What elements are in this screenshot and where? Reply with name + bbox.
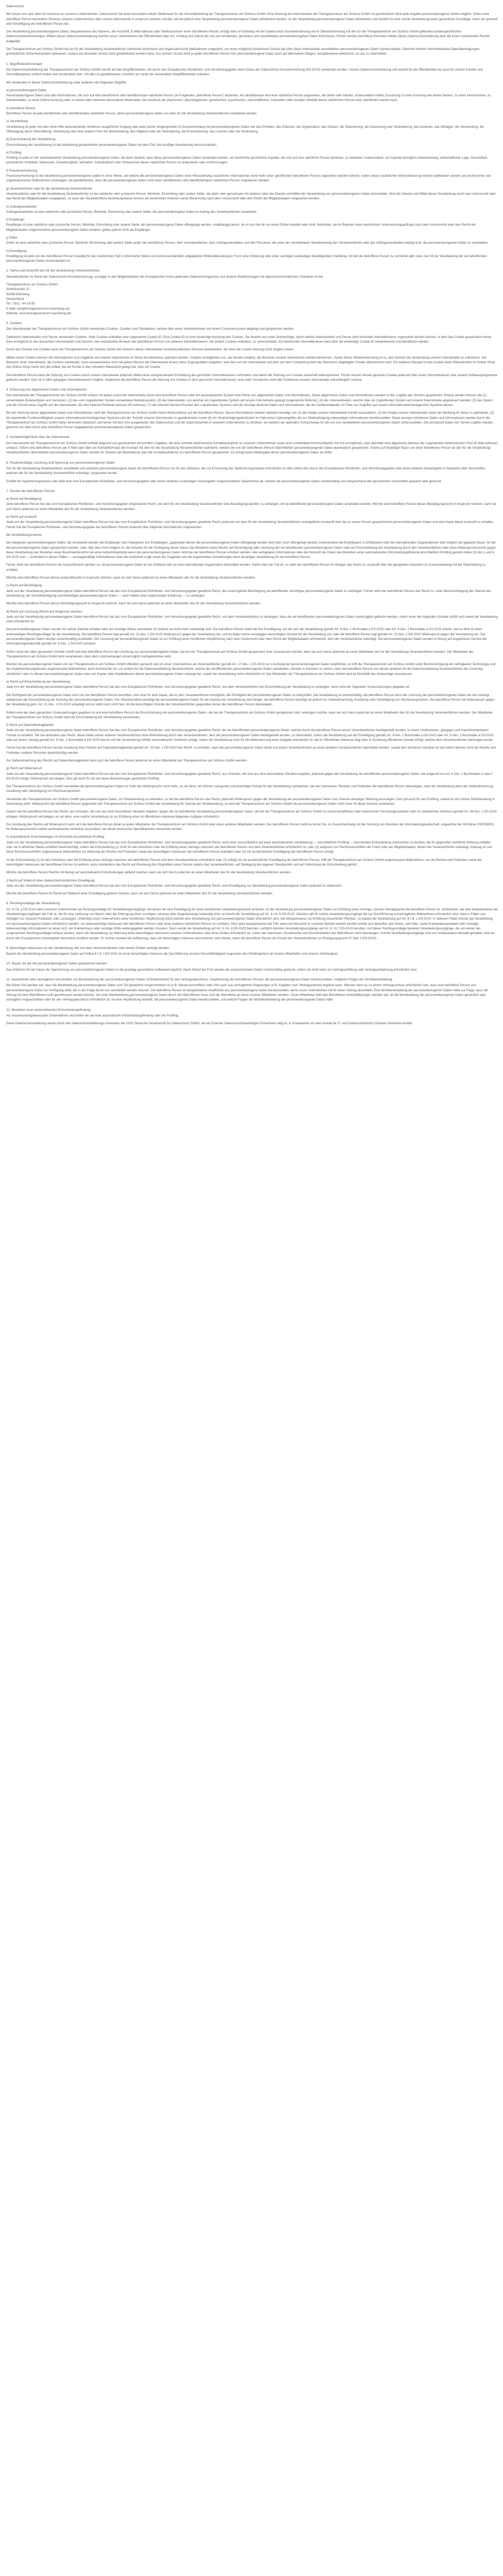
paragraph: Bei der Nutzung dieser allgemeinen Daten und Informationen zieht die Therapiezentrum am Schloss GmbH keine Rückschlüsse auf die betroffene Person. Diese Informationen werden vielmehr benötigt, um (1) die Inhalte unserer Internetseite korrekt auszuliefern, (2) die Inhalte unserer Internetseite sowie die Werbung für diese zu optimieren, (3) die dauerhafte Funktionsfähigkeit unserer informationstechnologischen Systeme und der Technik unserer Internetseite zu gewährleisten sowie (4) um Strafverfolgungsbehörden im Falle eines Cyberangriffes die zur Strafverfolgung notwendigen Informationen bereitzustellen. Diese anonym erhobenen Daten und Informationen werden durch die Therapiezentrum am Schloss GmbH daher einerseits statistisch und ferner mit dem Ziel ausgewertet, den Datenschutz und die Datensicherheit in unserem Unternehmen zu erhöhen, um letztlich ein optimales Schutzniveau für die von uns verarbeiteten personenbezogenen Daten sicherzustellen. Die anonymen Daten der Server-Logfiles werden getrennt von allen durch eine betroffene Person angegebenen personenbezogenen Daten gespeichert. bbox=[6, 411, 494, 430]
subsection-heading: c) Recht auf Berichtigung bbox=[6, 584, 42, 588]
section-heading: 11. Gesetzliche oder vertragliche Vorschriften zur Bereitstellung der personenbezogenen Daten; Erforderlichkeit für den Vertragsabschluss; Verpflichtung der betroffenen Person, die personenbezogenen Daten bereitzustellen; mögliche Folgen der Nichtbereitstellung bbox=[6, 978, 392, 982]
subsection-heading: f) Recht auf Datenübertragbarkeit bbox=[6, 723, 54, 727]
paragraph: Die Datenschutzerklärung der Therapiezentrum am Schloss GmbH beruht auf den Begrifflichkeiten, die durch den Europäischen Richtlinien- und Verordnungsgeber beim Erlass der Datenschutz-Grundverordnung (DS-GVO) verwendet wurden. Unsere Datenschutzerklärung soll sowohl für die Öffentlichkeit als auch für unsere Kunden und Geschäftspartner einfach lesbar und verständlich sein. Um dies zu gewährleisten, möchten wir vorab die verwendeten Begrifflichkeiten erläutern. bbox=[6, 67, 483, 77]
paragraph: Jede von der Verarbeitung personenbezogener Daten betroffene Person hat das vom Europäischen Richtlinien- und Verordnungsgeber gewährte Recht, aus Gründen, die sich aus ihrer besonderen Situation ergeben, jederzeit gegen die Verarbeitung sie betreffender personenbezogener Daten, die aufgrund von Art. 6 Abs. 1 Buchstaben e oder f DS-GVO erfolgt, Widerspruch einzulegen. Dies gilt auch für ein auf diese Bestimmungen gestütztes Profiling. bbox=[6, 772, 493, 781]
paragraph: Dritter ist eine natürliche oder juristische Person, Behörde, Einrichtung oder andere Stelle außer der betroffenen Person, dem Verantwortlichen, dem Auftragsverarbeiter und den Personen, die unter der unmittelbaren Verantwortung des Verantwortlichen oder des Auftragsverarbeiters befugt sind, die personenbezogenen Daten zu verarbeiten. bbox=[6, 241, 489, 245]
paragraph: Ist die Entscheidung (1) für den Abschluss oder die Erfüllung eines Vertrags zwischen der betroffenen Person und dem Verantwortlichen erforderlich oder (2) erfolgt sie mit ausdrücklicher Einwilligung der betroffenen Person, trifft die Therapiezentrum am Schloss GmbH angemessene Maßnahmen, um die Rechte und Freiheiten sowie die berechtigten Interessen der betroffenen Person zu wahren, wozu mindestens das Recht auf Erwirkung des Eingreifens einer Person seitens des Verantwortlichen, auf Darlegung des eigenen Standpunkts und auf Anfechtung der Entscheidung gehört. bbox=[6, 858, 482, 867]
controller-address: Therapiezentrum am Schloss GmbH Schloßstraße 22 90459 Nürnberg Deutschland Tel.: 0911 / 44 29 55 E-Mail: info@therapiezentrum-nuernberg.net Website: www.therapiezentrum-nuernberg.net bbox=[6, 283, 71, 315]
paragraph: Die Richtigkeit der personenbezogenen Daten wird von der betroffenen Person bestritten, und zwar für eine Dauer, die es dem Verantwortlichen ermöglicht, die Richtigkeit der personenbezogenen Daten zu überprüfen. Die Verarbeitung ist unrechtmäßig, die betroffene Person lehnt die Löschung der personenbezogenen Daten ab und verlangt stattdessen die Einschränkung der Nutzung der personenbezogenen Daten. Der Verantwortliche benötigt die personenbezogenen Daten für die Zwecke der Verarbeitung nicht länger, die betroffene Person benötigt sie jedoch zur Geltendmachung, Ausübung oder Verteidigung von Rechtsansprüchen. Die betroffene Person hat Widerspruch gegen die Verarbeitung gem. Art. 21 Abs. 1 DS-GVO eingelegt und es steht noch nicht fest, ob die berechtigten Gründe des Verantwortlichen gegenüber denen der betroffenen Person überwiegen. bbox=[6, 693, 495, 707]
section-heading: 3. Cookies bbox=[6, 321, 22, 326]
paragraph: Jede von der Verarbeitung personenbezogener Daten betroffene Person hat das vom Europäischen Richtlinien- und Verordnungsgeber gewährte Recht, die unverzügliche Berichtigung sie betreffender unrichtiger personenbezogener Daten zu verlangen. Ferner steht der betroffenen Person das Recht zu, unter Berücksichtigung der Zwecke der Verarbeitung, die Vervollständigung unvollständiger personenbezogener Daten — auch mittels einer ergänzenden Erklärung — zu verlangen. bbox=[6, 589, 491, 598]
paragraph: die Verarbeitungszwecke bbox=[6, 533, 42, 537]
paragraph: Zudem hat die betroffene Person das Recht, aus Gründen, die sich aus ihrer besonderen Situation ergeben, gegen die sie betreffende Verarbeitung personenbezogener Daten, die bei der Therapiezentrum am Schloss GmbH zu wissenschaftlichen oder historischen Forschungszwecken oder zu statistischen Zwecken gemäß Art. 89 Abs. 1 DS-GVO erfolgen, Widerspruch einzulegen, es sei denn, eine solche Verarbeitung ist zur Erfüllung einer im öffentlichen Interesse liegenden Aufgabe erforderlich. bbox=[6, 810, 497, 819]
subsection-heading: g) Recht auf Widerspruch bbox=[6, 767, 43, 771]
paragraph: Zahlreiche Internetseiten und Server verwenden Cookies. Viele Cookies enthalten eine sogenannte Cookie-ID. Eine Cookie-ID ist eine eindeutige Kennung des Cookies. Sie besteht aus einer Zeichenfolge, durch welche Internetseiten und Server dem konkreten Internetbrowser zugeordnet werden können, in dem das Cookie gespeichert wurde. Dies ermöglicht es den besuchten Internetseiten und Servern, den individuellen Browser der betroffenen Person von anderen Internetbrowsern, die andere Cookies enthalten, zu unterscheiden. Ein bestimmter Internetbrowser kann über die eindeutige Cookie-ID wiedererkannt und identifiziert werden. bbox=[6, 335, 492, 344]
paragraph: Personenbezogene Daten sind alle Informationen, die sich auf eine identifizierte oder identifizierbare natürliche Person (im Folgenden „betroffene Person“) beziehen. Als identifizierbar wird eine natürliche Person angesehen, die direkt oder indirekt, insbesondere mittels Zuordnung zu einer Kennung wie einem Namen, zu einer Kennnummer, zu Standortdaten, zu einer Online-Kennung oder zu einem oder mehreren besonderen Merkmalen, die Ausdruck der physischen, physiologischen, genetischen, psychischen, wirtschaftlichen, kulturellen oder sozialen Identität dieser natürlichen Person sind, identifiziert werden kann. bbox=[6, 94, 491, 103]
paragraph: Die Internetseiten der Therapiezentrum am Schloss GmbH verwenden Cookies. Cookies sind Textdateien, welche über einen Internetbrowser auf einem Computersystem abgelegt und gespeichert werden. bbox=[6, 327, 295, 331]
paragraph: Sofern einer der oben genannten Gründe zutrifft und eine betroffene Person die Löschung von personenbezogenen Daten, die bei der Therapiezentrum am Schloss GmbH gespeichert sind, veranlassen möchte, kann sie sich hierzu jederzeit an einen Mitarbeiter des für die Verarbeitung Verantwortlichen wenden. Der Mitarbeiter der Therapiezentrum am Schloss GmbH wird veranlassen, dass dem Löschverlangen unverzüglich nachgekommen wird. bbox=[6, 650, 474, 658]
section-heading: 10. Dauer, für die die personenbezogenen Daten gespeichert werden bbox=[6, 962, 107, 966]
paragraph: Jede von der Verarbeitung personenbezogener Daten betroffene Person hat das vom Europäischen Richtlinien- und Verordnungsgeber gewährte Recht, von dem Verantwortlichen die Einschränkung der Verarbeitung zu verlangen, wenn eine der folgenden Voraussetzungen gegeben ist: bbox=[6, 685, 410, 689]
paragraph: Einwilligung ist jede von der betroffenen Person freiwillig für den bestimmten Fall in informierter Weise und unmissverständlich abgegebene Willensbekundung in Form einer Erklärung oder einer sonstigen eindeutigen bestätigenden Handlung, mit der die betroffene Person zu verstehen gibt, dass sie mit der Verarbeitung der sie betreffenden personenbezogenen Daten einverstanden ist. bbox=[6, 254, 487, 263]
subsection-heading: b) Recht auf Auskunft bbox=[6, 515, 37, 519]
paragraph: Verantwortlicher im Sinne der Datenschutz-Grundverordnung, sonstiger in den Mitgliedstaaten der Europäischen Union geltenden Datenschutzgesetze und anderer Bestimmungen mit datenschutzrechtlichem Charakter ist die: bbox=[6, 275, 324, 279]
paragraph: Jede von der Verarbeitung personenbezogener Daten betroffene Person hat das vom Europäischen Richtlinien- und Verordnungsgeber gewährte Recht, jederzeit von dem für die Verarbeitung Verantwortlichen unentgeltliche Auskunft über die zu seiner Person gespeicherten personenbezogenen Daten und eine Kopie dieser Auskunft zu erhalten. Ferner hat der Europäische Richtlinien- und Verordnungsgeber der betroffenen Person Auskunft über folgende Informationen zugestanden: bbox=[6, 520, 494, 529]
section-heading: 5. Kontaktmöglichkeit über die Internetseite bbox=[6, 435, 70, 439]
subsection-heading: i) Recht auf Widerruf einer datenschutzrechtlichen Einwilligung bbox=[6, 878, 95, 883]
paragraph: Wir freuen uns sehr über Ihr Interesse an unserem Unternehmen. Datenschutz hat einen besonders hohen Stellenwert für die Geschäftsleitung der Therapiezentrum am Schloss GmbH. Eine Nutzung der Internetseiten der Therapiezentrum am Schloss GmbH ist grundsätzlich ohne jede Angabe personenbezogener Daten möglich. Sofern eine betroffene Person besondere Services unseres Unternehmens über unsere Internetseite in Anspruch nehmen möchte, könnte jedoch eine Verarbeitung personenbezogener Daten erforderlich werden. Ist die Verarbeitung personenbezogener Daten erforderlich und besteht für eine solche Verarbeitung keine gesetzliche Grundlage, holen wir generell eine Einwilligung der betroffenen Person ein. bbox=[6, 12, 498, 26]
paragraph: Der für die Verarbeitung Verantwortliche verarbeitet und speichert personenbezogene Daten der betroffenen Person nur für den Zeitraum, der zur Erreichung des Speicherungszwecks erforderlich ist oder sofern dies durch den Europäischen Richtlinien- und Verordnungsgeber oder einen anderen Gesetzgeber in Gesetzen oder Vorschriften, welchen der für die Verarbeitung Verantwortliche unterliegt, vorgesehen wurde. bbox=[6, 466, 486, 476]
paragraph: Als verantwortungsbewusstes Unternehmen verzichten wir auf eine automatische Entscheidungsfindung oder ein Profiling. bbox=[6, 1013, 179, 1018]
subsection-heading: g) Verantwortlicher oder für die Verarbeitung Verantwortlicher bbox=[6, 187, 93, 191]
paragraph: Möchte die betroffene Person ihr Recht auf Widerruf einer Einwilligung geltend machen, kann sie sich hierzu jederzeit an einen Mitarbeiter des für die Verarbeitung Verantwortlichen wenden. bbox=[6, 892, 273, 896]
paragraph: Jede betroffene Person hat das vom Europäischen Richtlinien- und Verordnungsgeber eingeräumte Recht, von dem für die Verarbeitung Verantwortlichen eine Bestätigung darüber zu verlangen, ob sie betreffende personenbezogene Daten verarbeitet werden. Möchte eine betroffene Person dieses Bestätigungsrecht in Anspruch nehmen, kann sie sich hierzu jederzeit an einen Mitarbeiter des für die Verarbeitung Verantwortlichen wenden. bbox=[6, 502, 496, 511]
paragraph: Datenschutz bbox=[6, 5, 24, 8]
paragraph: Wir verwenden in dieser Datenschutzerklärung unter anderem die folgenden Begriffe: bbox=[6, 80, 127, 84]
paragraph: Die betroffene Person kann die Setzung von Cookies durch unsere Internetseite jederzeit mittels einer entsprechenden Einstellung des genutzten Internetbrowsers verhindern und damit der Setzung von Cookies dauerhaft widersprechen. Ferner können bereits gesetzte Cookies jederzeit über einen Internetbrowser oder andere Softwareprogramme gelöscht werden. Dies ist in allen gängigen Internetbrowsern möglich. Deaktiviert die betroffene Person die Setzung von Cookies in dem genutzten Internetbrowser, sind unter Umständen nicht alle Funktionen unserer Internetseite vollumfänglich nutzbar. bbox=[6, 373, 497, 382]
paragraph: Möchte eine betroffene Person dieses Auskunftsrecht in Anspruch nehmen, kann sie sich hierzu jederzeit an einen Mitarbeiter des für die Verarbeitung Verantwortlichen wenden. bbox=[6, 576, 256, 580]
paragraph: Zur Ausübung des Rechts auf Widerspruch kann sich die betroffene Person direkt an jeden Mitarbeiter der Therapiezentrum am Schloss GmbH oder einen anderen Mitarbeiter wenden. Der betroffenen Person steht es ferner frei, im Zusammenhang mit der Nutzung von Diensten der Informationsgesellschaft, ungeachtet der Richtlinie 2002/58/EG, ihr Widerspruchsrecht mittels automatisierter Verfahren auszuüben, bei denen technische Spezifikationen verwendet werden. bbox=[6, 822, 495, 832]
paragraph: Empfänger ist eine natürliche oder juristische Person, Behörde, Einrichtung oder andere Stelle, der personenbezogene Daten offengelegt werden, unabhängig davon, ob es sich bei ihr um einen Dritten handelt oder nicht. Behörden, die im Rahmen eines bestimmten Untersuchungsauftrags nach dem Unionsrecht oder dem Recht der Mitgliedstaaten möglicherweise personenbezogene Daten erhalten, gelten jedoch nicht als Empfänger. bbox=[6, 223, 476, 232]
paragraph: Die Verarbeitung personenbezogener Daten, beispielsweise des Namens, der Anschrift, E-Mail-Adresse oder Telefonnummer einer betroffenen Person, erfolgt stets im Einklang mit der Datenschutz-Grundverordnung und in Übereinstimmung mit den für die Therapiezentrum am Schloss GmbH geltenden landesspezifischen Datenschutzbestimmungen. Mittels dieser Datenschutzerklärung möchte unser Unternehmen die Öffentlichkeit über Art, Umfang und Zweck der von uns erhobenen, genutzten und verarbeiteten personenbezogenen Daten informieren. Ferner werden betroffene Personen mittels dieser Datenschutzerklärung über die ihnen zustehenden Rechte aufgeklärt. bbox=[6, 30, 490, 43]
section-heading: 1. Begriffsbestimmungen bbox=[6, 62, 43, 66]
subsection-heading: e) Recht auf Einschränkung der Verarbeitung bbox=[6, 680, 70, 684]
paragraph: Jede von der Verarbeitung personenbezogener Daten betroffene Person hat das vom Europäischen Richtlinien- und Verordnungsgeber gewährte Recht, eine Einwilligung zur Verarbeitung personenbezogener Daten jederzeit zu widerrufen. bbox=[6, 884, 343, 888]
privacy-policy-document bbox=[0, 0, 503, 1033]
paragraph: Jede von der Verarbeitung personenbezogener Daten betroffene Person hat das vom Europäischen Richtlinien- und Verordnungsgeber gewährte Recht, von dem Verantwortlichen zu verlangen, dass die sie betreffenden personenbezogenen Daten unverzüglich gelöscht werden, sofern einer der folgenden Gründe zutrifft und soweit die Verarbeitung nicht erforderlich ist: bbox=[6, 615, 498, 624]
paragraph: Sofern eine der oben genannten Voraussetzungen gegeben ist und eine betroffene Person die Einschränkung von personenbezogenen Daten, die bei der Therapiezentrum am Schloss GmbH gespeichert sind, verlangen möchte, kann sie sich hierzu jederzeit an einen Mitarbeiter des für die Verarbeitung Verantwortlichen wenden. Der Mitarbeiter der Therapiezentrum am Schloss GmbH wird die Einschränkung der Verarbeitung veranlassen. bbox=[6, 710, 493, 719]
paragraph: Das Kriterium für die Dauer der Speicherung von personenbezogenen Daten ist die jeweilige gesetzliche Aufbewahrungsfrist. Nach Ablauf der Frist werden die entsprechenden Daten routinemäßig gelöscht, sofern sie nicht mehr zur Vertragserfüllung oder Vertragsanbahnung erforderlich sind. bbox=[6, 968, 417, 972]
paragraph: die Kategorien personenbezogener Daten, die verarbeitet werden die Empfänger oder Kategorien von Empfängern, gegenüber denen die personenbezogenen Daten offengelegt worden sind oder noch offengelegt werden, insbesondere bei Empfängern in Drittländern oder bei internationalen Organisationen falls möglich die geplante Dauer, für die die personenbezogenen Daten gespeichert werden, oder, falls dies nicht möglich ist, die Kriterien für die Festlegung dieser Dauer das Bestehen eines Rechts auf Berichtigung oder Löschung der sie betreffenden personenbezogenen Daten oder auf Einschränkung der Verarbeitung durch den Verantwortlichen oder eines Widerspruchsrechts gegen diese Verarbeitung das Bestehen eines Beschwerderechts bei einer Aufsichtsbehörde wenn die personenbezogenen Daten nicht bei der betroffenen Person erhoben werden: Alle verfügbaren Informationen über die Herkunft der Daten das Bestehen einer automatisierten Entscheidungsfindung einschließlich Profiling gemäß Artikel 22 Abs.1 und 4 DS-GVO und — zumindest in diesen Fällen — aussagekräftige Informationen über die involvierte Logik sowie die Tragweite und die angestrebten Auswirkungen einer derartigen Verarbeitung für die betroffene Person bbox=[6, 541, 496, 560]
subsection-heading: d) Recht auf Löschung (Recht auf Vergessen werden) bbox=[6, 609, 82, 614]
paragraph: Betroffene Person ist jede identifizierte oder identifizierbare natürliche Person, deren personenbezogene Daten von dem für die Verarbeitung Verantwortlichen verarbeitet werden. bbox=[6, 112, 258, 116]
paragraph: Die Therapiezentrum am Schloss GmbH verarbeitet die personenbezogenen Daten im Falle des Widerspruchs nicht mehr, es sei denn, wir können zwingende schutzwürdige Gründe für die Verarbeitung nachweisen, die den Interessen, Rechten und Freiheiten der betroffenen Person überwiegen, oder die Verarbeitung dient der Geltendmachung, Ausübung oder Verteidigung von Rechtsansprüchen. bbox=[6, 785, 494, 793]
paragraph: Durch den Einsatz von Cookies kann die Therapiezentrum am Schloss GmbH den Nutzern dieser Internetseite nutzerfreundlichere Services bereitstellen, die ohne die Cookie-Setzung nicht möglich wären. bbox=[6, 348, 295, 352]
subsection-heading: h) Auftragsverarbeiter bbox=[6, 205, 37, 209]
subsection-heading: k) Einwilligung bbox=[6, 249, 27, 253]
section-heading: 9. Berechtigte Interessen an der Verarbeitung, die von dem Verantwortlichen oder einem Dritten verfolgt werden bbox=[6, 946, 170, 950]
subsection-heading: f) Pseudonymisierung bbox=[6, 168, 37, 173]
subsection-heading: e) Profiling bbox=[6, 150, 22, 155]
paragraph: Diese Datenschutzerklärung wurde durch den Datenschutzerklärungs-Generator der DGD Deutsche Gesellschaft für Datenschutz GmbH, die als Externer Datenschutzbeauftragter Rosenheim tätig ist, in Kooperation mit dem Anwalt für IT- und Datenschutzrecht Christian Solmecke erstellt. bbox=[6, 1022, 413, 1026]
subsection-heading: j) Dritter bbox=[6, 235, 18, 240]
paragraph: Möchte die betroffene Person Rechte mit Bezug auf automatisierte Entscheidungen geltend machen, kann sie sich hierzu jederzeit an einen Mitarbeiter des für die Verarbeitung Verantwortlichen wenden. bbox=[6, 871, 292, 875]
paragraph: Wir klären Sie darüber auf, dass die Bereitstellung personenbezogener Daten zum Teil gesetzlich vorgeschrieben ist (z.B. Steuervorschriften) oder sich auch aus vertraglichen Regelungen (z.B. Angaben zum Vertragspartner) ergeben kann. Mitunter kann es zu einem Vertragsschluss erforderlich sein, dass eine betroffene Person uns personenbezogene Daten zur Verfügung stellt, die in der Folge durch uns verarbeitet werden müssen. Die betroffene Person ist beispielsweise verpflichtet uns personenbezogene Daten bereitzustellen, wenn unser Unternehmen mit ihr einen Vertrag abschließt. Eine Nichtbereitstellung der personenbezogenen Daten hätte zur Folge, dass der Vertrag mit dem Betroffenen nicht geschlossen werden könnte. Vor einer Bereitstellung personenbezogener Daten durch den Betroffenen muss sich der Betroffene an einen unserer Mitarbeiter wenden. Unser Mitarbeiter klärt den Betroffenen einzelfallbezogen darüber auf, ob die Bereitstellung der personenbezogenen Daten gesetzlich oder vertraglich vorgeschrieben oder für den Vertragsabschluss erforderlich ist, ob eine Verpflichtung besteht, die personenbezogenen Daten bereitzustellen, und welche Folgen die Nichtbereitstellung der personenbezogenen Daten hätte. bbox=[6, 984, 489, 1002]
section-heading: 7. Rechte der betroffenen Person bbox=[6, 489, 55, 493]
paragraph: Wurden die personenbezogenen Daten von der Therapiezentrum am Schloss GmbH öffentlich gemacht und ist unser Unternehmen als Verantwortlicher gemäß Art. 17 Abs. 1 DS-GVO zur Löschung der personenbezogenen Daten verpflichtet, so trifft die Therapiezentrum am Schloss GmbH unter Berücksichtigung der verfügbaren Technologie und der Implementierungskosten angemessene Maßnahmen, auch technischer Art, um andere für die Datenverarbeitung Verantwortliche, welche die veröffentlichten personenbezogenen Daten verarbeiten, darüber in Kenntnis zu setzen, dass die betroffene Person von diesen anderen für die Datenverarbeitung Verantwortlichen die Löschung sämtlicher Links zu diesen personenbezogenen Daten oder von Kopien oder Replikationen dieser personenbezogenen Daten verlangt hat, soweit die Verarbeitung nicht erforderlich ist. Der Mitarbeiter der Therapiezentrum am Schloss GmbH wird im Einzelfall das Notwendige veranlassen. bbox=[6, 663, 496, 676]
paragraph: Auftragsverarbeiter ist eine natürliche oder juristische Person, Behörde, Einrichtung oder andere Stelle, die personenbezogene Daten im Auftrag des Verantwortlichen verarbeitet. bbox=[6, 210, 257, 214]
paragraph: Verarbeitung ist jeder mit oder ohne Hilfe automatisierter Verfahren ausgeführte Vorgang oder jede solche Vorgangsreihe im Zusammenhang mit personenbezogenen Daten wie das Erheben, das Erfassen, die Organisation, das Ordnen, die Speicherung, die Anpassung oder Veränderung, das Auslesen, das Abfragen, die Verwendung, die Offenlegung durch Übermittlung, Verbreitung oder eine andere Form der Bereitstellung, den Abgleich oder die Verknüpfung, die Einschränkung, das Löschen oder die Vernichtung. bbox=[6, 125, 484, 133]
subsection-heading: h) Automatisierte Entscheidungen im Einzelfall einschließlich Profiling bbox=[6, 835, 105, 839]
subsection-heading: a) personenbezogene Daten bbox=[6, 88, 47, 92]
paragraph: Profiling ist jede Art der automatisierten Verarbeitung personenbezogener Daten, die darin besteht, dass diese personenbezogenen Daten verwendet werden, um bestimmte persönliche Aspekte, die sich auf eine natürliche Person beziehen, zu bewerten, insbesondere, um Aspekte bezüglich Arbeitsleistung, wirtschaftlicher Lage, Gesundheit, persönlicher Vorlieben, Interessen, Zuverlässigkeit, Verhalten, Aufenthaltsort oder Ortswechsel dieser natürlichen Person zu analysieren oder vorherzusagen. bbox=[6, 156, 488, 165]
section-heading: 2. Name und Anschrift des für die Verarbeitung Verantwortlichen bbox=[6, 269, 100, 273]
section-heading: 12. Bestehen einer automatisierten Entscheidungsfindung bbox=[6, 1008, 91, 1012]
paragraph: Die Therapiezentrum am Schloss GmbH hat als für die Verarbeitung Verantwortlicher zahlreiche technische und organisatorische Maßnahmen umgesetzt, um einen möglichst lückenlosen Schutz der über diese Internetseite verarbeiteten personenbezogenen Daten sicherzustellen. Dennoch können internetbasierte Datenübertragungen grundsätzlich Sicherheitslücken aufweisen, sodass ein absoluter Schutz nicht gewährleistet werden kann. Aus diesem Grund steht es jeder betroffenen Person frei, personenbezogene Daten auch auf alternativen Wegen, beispielsweise telefonisch, an uns zu übermitteln. bbox=[6, 47, 480, 56]
paragraph: Zur Geltendmachung des Rechts auf Datenübertragbarkeit kann sich die betroffene Person jederzeit an einen Mitarbeiter der Therapiezentrum am Schloss GmbH wenden. bbox=[6, 758, 248, 762]
paragraph: Basiert die Verarbeitung personenbezogener Daten auf Artikel 6 I lit. f DS-GVO ist unser berechtigtes Interesse die Durchführung unserer Geschäftstätigkeit zugunsten des Wohlergehens all unserer Mitarbeiter und unserer Anteilseigner. bbox=[6, 952, 339, 956]
paragraph: Mittels eines Cookies können die Informationen und Angebote auf unserer Internetseite im Sinne des Benutzers optimiert werden. Cookies ermöglichen uns, wie bereits erwähnt, die Benutzer unserer Internetseite wiederzuerkennen. Zweck dieser Wiedererkennung ist es, den Nutzern die Verwendung unserer Internetseite zu erleichtern. Der Benutzer einer Internetseite, die Cookies verwendet, muss beispielsweise nicht bei jedem Besuch der Internetseite erneut seine Zugangsdaten eingeben, weil dies von der Internetseite und dem auf dem Computersystem des Benutzers abgelegten Cookie übernommen wird. Ein weiteres Beispiel ist das Cookie eines Warenkorbes im Online-Shop. Der Online-Shop merkt sich die Artikel, die ein Kunde in den virtuellen Warenkorb gelegt hat, über ein Cookie. bbox=[6, 355, 496, 369]
section-heading: 8. Rechtsgrundlage der Verarbeitung bbox=[6, 902, 60, 906]
subsection-heading: b) betroffene Person bbox=[6, 106, 36, 110]
paragraph: Pseudonymisierung ist die Verarbeitung personenbezogener Daten in einer Weise, auf welche die personenbezogenen Daten ohne Hinzuziehung zusätzlicher Informationen nicht mehr einer spezifischen betroffenen Person zugeordnet werden können, sofern diese zusätzlichen Informationen gesondert aufbewahrt werden und technischen und organisatorischen Maßnahmen unterliegen, die gewährleisten, dass die personenbezogenen Daten nicht einer identifizierten oder identifizierbaren natürlichen Person zugewiesen werden. bbox=[6, 174, 491, 183]
paragraph: Jede von der Verarbeitung personenbezogener Daten betroffene Person hat das vom Europäischen Richtlinien- und Verordnungsgeber gewährte Recht, die sie betreffenden personenbezogenen Daten, welche durch die betroffene Person einem Verantwortlichen bereitgestellt wurden, in einem strukturierten, gängigen und maschinenlesbaren Format zu erhalten. Sie hat außerdem das Recht, diese Daten einem anderen Verantwortlichen ohne Behinderung durch den Verantwortlichen, dem die personenbezogenen Daten bereitgestellt wurden, zu übermitteln, sofern die Verarbeitung auf der Einwilligung gemäß Art. 6 Abs. 1 Buchstabe a DS-GVO oder Art. 9 Abs. 2 Buchstabe a DS-GVO oder auf einem Vertrag gemäß Art. 6 Abs. 1 Buchstabe b DS-GVO beruht und die Verarbeitung mithilfe automatisierter Verfahren erfolgt, sofern die Verarbeitung nicht für die Wahrnehmung einer Aufgabe erforderlich ist, die im öffentlichen Interesse liegt oder in Ausübung öffentlicher Gewalt erfolgt, welche dem Verantwortlichen übertragen wurde. bbox=[6, 728, 494, 742]
paragraph: Einschränkung der Verarbeitung ist die Markierung gespeicherter personenbezogener Daten mit dem Ziel, ihre künftige Verarbeitung einzuschränken. bbox=[6, 143, 217, 147]
paragraph: Ferner steht der betroffenen Person ein Auskunftsrecht darüber zu, ob personenbezogene Daten an ein Drittland oder an eine internationale Organisation übermittelt wurden. Sofern dies der Fall ist, so steht der betroffenen Person im Übrigen das Recht zu, Auskunft über die geeigneten Garantien im Zusammenhang mit der Übermittlung zu erhalten. bbox=[6, 563, 486, 572]
subsection-heading: d) Einschränkung der Verarbeitung bbox=[6, 138, 56, 142]
subsection-heading: c) Verarbeitung bbox=[6, 120, 28, 124]
section-heading: 6. Routinemäßige Löschung und Sperrung von personenbezogenen Daten bbox=[6, 461, 115, 465]
paragraph: Art. 6 I lit. a DS-GVO dient unserem Unternehmen als Rechtsgrundlage für Verarbeitungsvorgänge, bei denen wir eine Einwilligung für einen bestimmten Verarbeitungszweck einholen. Ist die Verarbeitung personenbezogener Daten zur Erfüllung eines Vertrags, dessen Vertragspartei die betroffene Person ist, erforderlich, wie dies beispielsweise bei Verarbeitungsvorgängen der Fall ist, die für eine Lieferung von Waren oder die Erbringung einer sonstigen Leistung oder Gegenleistung notwendig sind, so beruht die Verarbeitung auf Art. 6 I lit. b DS-GVO. Gleiches gilt für solche Verarbeitungsvorgänge die zur Durchführung vorvertraglicher Maßnahmen erforderlich sind, etwa in Fällen von Anfragen zur unseren Produkten oder Leistungen. Unterliegt unser Unternehmen einer rechtlichen Verpflichtung durch welche eine Verarbeitung von personenbezogenen Daten erforderlich wird, wie beispielsweise zur Erfüllung steuerlicher Pflichten, so basiert die Verarbeitung auf Art. 6 I lit. c DS-GVO. In seltenen Fällen könnte die Verarbeitung von personenbezogenen Daten erforderlich werden, um lebenswichtige Interessen der betroffenen Person oder einer anderen natürlichen Person zu schützen. Dies wäre beispielsweise der Fall, wenn ein Besucher in unserem Betrieb verletzt werden würde und daraufhin sein Name, sein Alter, seine Krankenkassendaten oder sonstige lebenswichtige Informationen an einen Arzt, ein Krankenhaus oder sonstige Dritte weitergegeben werden müssten. Dann würde die Verarbeitung auf Art. 6 I lit. d DS-GVO beruhen. Letztlich könnten Verarbeitungsvorgänge auf Art. 6 I lit. f DS-GVO beruhen. Auf dieser Rechtsgrundlage basieren Verarbeitungsvorgänge, die von keiner der vorgenannten Rechtsgrundlagen erfasst werden, wenn die Verarbeitung zur Wahrung eines berechtigten Interesses unseres Unternehmens oder eines Dritten erforderlich ist, sofern die Interessen, Grundrechte und Grundfreiheiten des Betroffenen nicht überwiegen. Solche Verarbeitungsvorgänge sind uns insbesondere deshalb gestattet, weil sie durch den Europäischen Gesetzgeber besonders erwähnt wurden. Er vertrat insoweit die Auffassung, dass ein berechtigtes Interesse anzunehmen sein könnte, wenn die betroffene Person ein Kunde des Verantwortlichen ist (Erwägungsgrund 47 Satz 2 DS-GVO). bbox=[6, 907, 498, 940]
paragraph: Verantwortlicher oder für die Verarbeitung Verantwortlicher ist die natürliche oder juristische Person, Behörde, Einrichtung oder andere Stelle, die allein oder gemeinsam mit anderen über die Zwecke und Mittel der Verarbeitung von personenbezogenen Daten entscheidet. Sind die Zwecke und Mittel dieser Verarbeitung durch das Unionsrecht oder das Recht der Mitgliedstaaten vorgegeben, so kann der Verantwortliche beziehungsweise können die bestimmten Kriterien seiner Benennung nach dem Unionsrecht oder dem Recht der Mitgliedstaaten vorgesehen werden. bbox=[6, 192, 496, 201]
subsection-heading: i) Empfänger bbox=[6, 218, 25, 222]
paragraph: Verarbeitet die Therapiezentrum am Schloss GmbH personenbezogene Daten, um Direktwerbung zu betreiben, so hat die betroffene Person das Recht, jederzeit Widerspruch gegen die Verarbeitung der personenbezogenen Daten zum Zwecke derartiger Werbung einzulegen. Dies gilt auch für das Profiling, soweit es mit solcher Direktwerbung in Verbindung steht. Widerspricht die betroffene Person gegenüber der Therapiezentrum am Schloss GmbH der Verarbeitung für Zwecke der Direktwerbung, so wird die Therapiezentrum am Schloss GmbH die personenbezogenen Daten nicht mehr für diese Zwecke verarbeiten. bbox=[6, 797, 495, 806]
paragraph: Jede von der Verarbeitung personenbezogener Daten betroffene Person hat das vom Europäischen Richtlinien- und Verordnungsgeber gewährte Recht, nicht einer ausschließlich auf einer automatisierten Verarbeitung — einschließlich Profiling — beruhenden Entscheidung unterworfen zu werden, die ihr gegenüber rechtliche Wirkung entfaltet oder sie in ähnlicher Weise erheblich beeinträchtigt, sofern die Entscheidung (1) nicht für den Abschluss oder die Erfüllung eines Vertrags zwischen der betroffenen Person und dem Verantwortlichen erforderlich ist, oder (2) aufgrund von Rechtsvorschriften der Union oder der Mitgliedstaaten, denen der Verantwortliche unterliegt, zulässig ist und diese Rechtsvorschriften angemessene Maßnahmen zur Wahrung der Rechte und Freiheiten sowie der berechtigten Interessen der betroffenen Person enthalten oder (3) mit ausdrücklicher Einwilligung der betroffenen Person erfolgt. bbox=[6, 840, 492, 854]
paragraph: Möchte eine betroffene Person dieses Berichtigungsrecht in Anspruch nehmen, kann sie sich hierzu jederzeit an einen Mitarbeiter des für die Verarbeitung Verantwortlichen wenden. bbox=[6, 602, 261, 606]
subsection-heading: a) Recht auf Bestätigung bbox=[6, 497, 42, 501]
paragraph: Ferner hat die betroffene Person bei der Ausübung ihres Rechts auf Datenübertragbarkeit gemäß Art. 20 Abs. 1 DS-GVO das Recht, zu erwirken, dass die personenbezogenen Daten direkt von einem Verantwortlichen an einen anderen Verantwortlichen übermittelt werden, soweit dies technisch machbar ist und sofern hiervon nicht die Rechte und Freiheiten anderer Personen beeinträchtigt werden. bbox=[6, 746, 496, 755]
paragraph: Entfällt der Speicherungszweck oder läuft eine vom Europäischen Richtlinien- und Verordnungsgeber oder einem anderen zuständigen Gesetzgeber vorgeschriebene Speicherfrist ab, werden die personenbezogenen Daten routinemäßig und entsprechend den gesetzlichen Vorschriften gesperrt oder gelöscht. bbox=[6, 479, 442, 483]
section-heading: 4. Erfassung von allgemeinen Daten und Informationen bbox=[6, 388, 87, 392]
paragraph: Die Internetseite der Therapiezentrum am Schloss GmbH enthält aufgrund von gesetzlichen Vorschriften Angaben, die eine schnelle elektronische Kontaktaufnahme zu unserem Unternehmen sowie eine unmittelbare Kommunikation mit uns ermöglichen, was ebenfalls eine allgemeine Adresse der sogenannten elektronischen Post (E-Mail-Adresse) umfasst. Sofern eine betroffene Person per E-Mail oder über ein Kontaktformular den Kontakt mit dem für die Verarbeitung Verantwortlichen aufnimmt, werden die von der betroffenen Person übermittelten personenbezogenen Daten automatisch gespeichert. Solche auf freiwilliger Basis von einer betroffenen Person an den für die Verarbeitung Verantwortlichen übermittelten personenbezogenen Daten werden für Zwecke der Bearbeitung oder der Kontaktaufnahme zur betroffenen Person gespeichert. Es erfolgt keine Weitergabe dieser personenbezogenen Daten an Dritte. bbox=[6, 441, 498, 455]
paragraph: Die Internetseite der Therapiezentrum am Schloss GmbH erfasst mit jedem Aufruf der Internetseite durch eine betroffene Person oder ein automatisiertes System eine Reihe von allgemeinen Daten und Informationen. Diese allgemeinen Daten und Informationen werden in den Logfiles des Servers gespeichert. Erfasst werden können die (1) verwendeten Browsertypen und Versionen, (2) das vom zugreifenden System verwendete Betriebssystem, (3) die Internetseite, von welcher ein zugreifendes System auf unsere Internetseite gelangt (sogenannte Referrer), (4) die Unterwebseiten, welche über ein zugreifendes System auf unserer Internetseite angesteuert werden, (5) das Datum und die Uhrzeit eines Zugriffs auf die Internetseite, (6) eine Internet-Protokoll-Adresse (IP-Adresse), (7) der Internet-Service-Provider des zugreifenden Systems und (8) sonstige ähnliche Daten und Informationen, die der Gefahrenabwehr im Falle von Angriffen auf unsere informationstechnologischen Systeme dienen. bbox=[6, 394, 493, 407]
paragraph: Die personenbezogenen Daten wurden für solche Zwecke erhoben oder auf sonstige Weise verarbeitet, für welche sie nicht mehr notwendig sind. Die betroffene Person widerruft ihre Einwilligung, auf die sich die Verarbeitung gemäß Art. 6 Abs. 1 Buchstabe a DS-GVO oder Art. 9 Abs. 2 Buchstabe a DS-GVO stützte, und es fehlt an einer anderweitigen Rechtsgrundlage für die Verarbeitung. Die betroffene Person legt gemäß Art. 21 Abs. 1 DS-GVO Widerspruch gegen die Verarbeitung ein, und es liegen keine vorrangigen berechtigten Gründe für die Verarbeitung vor, oder die betroffene Person legt gemäß Art. 21 Abs. 2 DS-GVO Widerspruch gegen die Verarbeitung ein. Die personenbezogenen Daten wurden unrechtmäßig verarbeitet. Die Löschung der personenbezogenen Daten ist zur Erfüllung einer rechtlichen Verpflichtung nach dem Unionsrecht oder dem Recht der Mitgliedstaaten erforderlich, dem der Verantwortliche unterliegt. Die personenbezogenen Daten wurden in Bezug auf angebotene Dienste der Informationsgesellschaft gemäß Art. 8 Abs. 1 DS-GVO erhoben. bbox=[6, 628, 487, 646]
